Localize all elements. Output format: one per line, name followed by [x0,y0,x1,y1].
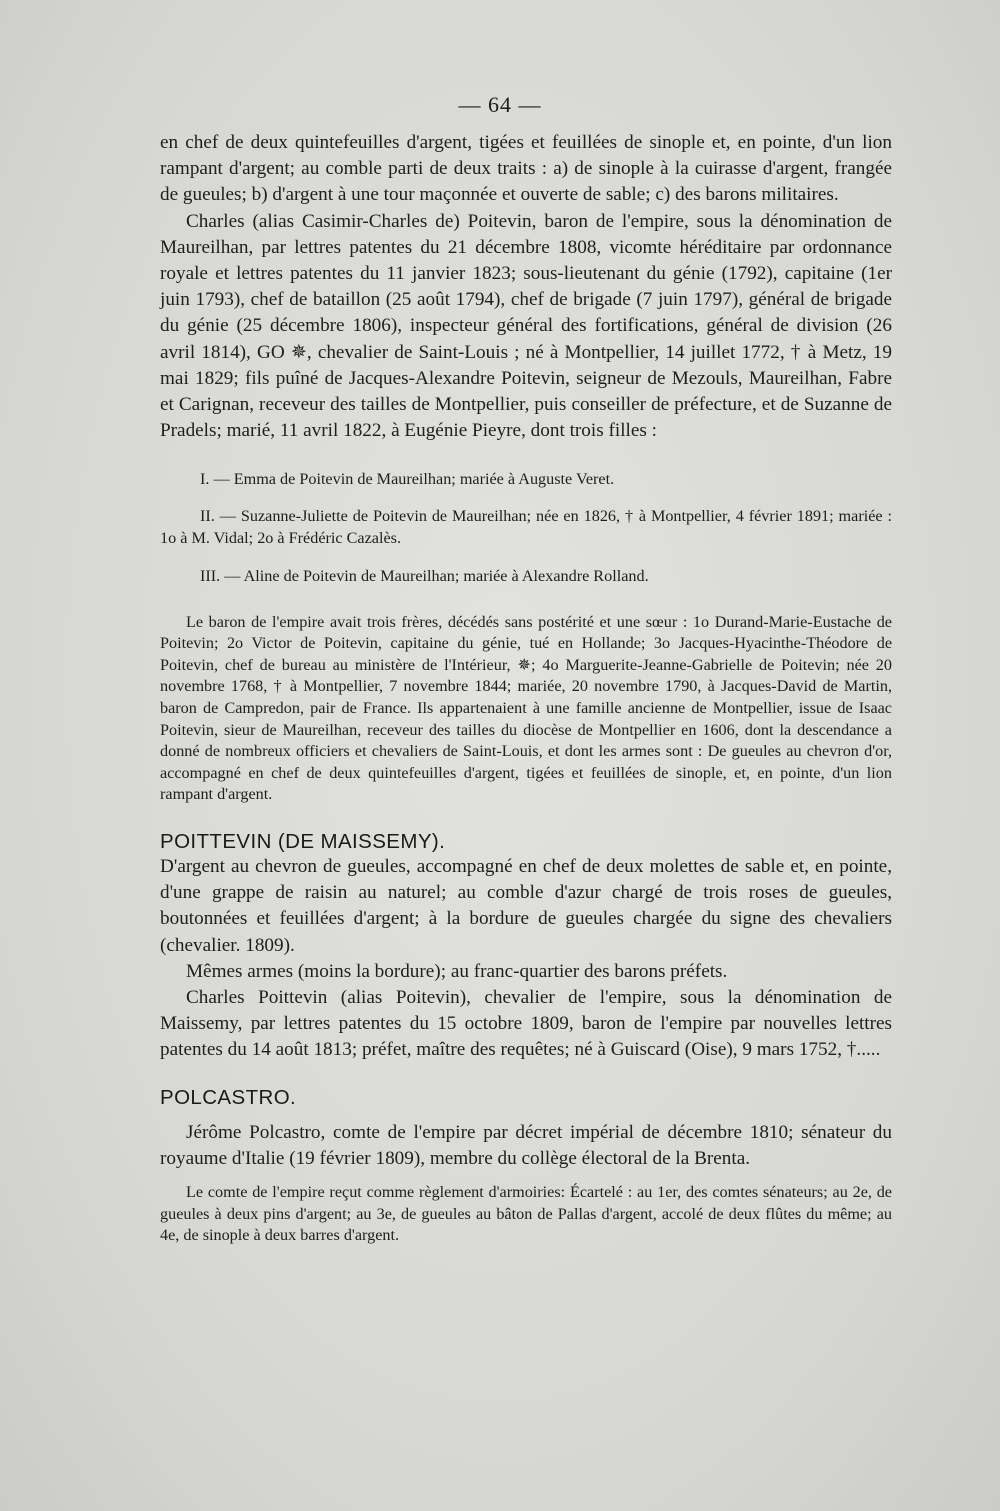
list-item-daughter-2: II. — Suzanne-Juliette de Poitevin de Maureilhan; née en 1826, † à Montpellier, 4 février 1891; mariée : 1o à M. Vidal; 2o à Frédéric Cazalès. [160,507,892,547]
entry-heading-poittevin: POITTEVIN (DE MAISSEMY). [160,829,446,853]
paragraph-siblings: Le baron de l'empire avait trois frères, décédés sans postérité et une sœur : 1o Durand-Marie-Eustache de Poitevin; 2o Victor de Poitevin, capitaine du génie, tué en Hollande; 3o Jacques-Hyacinthe-Théodore de Poitevin, chef de bureau au ministère de l'Intérieur, ✵; 4o Marguerite-Jeanne-Gabrielle de Poitevin; née 20 novembre 1768, † à Montpellier, 7 novembre 1844; mariée, 20 novembre 1790, à Jacques-David de Martin, baron de Campredon, pair de France. Ils appartenaient à une famille ancienne de Montpellier, issue de Isaac Poitevin, sieur de Maureilhan, receveur des tailles du diocèse de Montpellier en 1606, dont la descendance a donné de nombreux officiers et chevaliers de Saint-Louis, et dont les armes sont : De gueules au chevron d'or, accompagné en chef de deux quintefeuilles d'argent, tigées et feuillées de sinople, et, en pointe, d'un lion rampant d'argent. [160,612,892,804]
text-column [160,130,892,1247]
paragraph-poittevin-arms: D'argent au chevron de gueules, accompagné en chef de deux molettes de sable et, en pointe, d'une grappe de raisin au naturel; au comble d'azur chargé de trois roses de gueules, boutonnées et feuillées d'argent; à la bordure de gueules chargée du signe des chevaliers (chevalier. 1809). [160,855,892,956]
paragraph-jerome-polcastro: Jérôme Polcastro, comte de l'empire par décret impérial de décembre 1810; sénateur du royaume d'Italie (19 février 1809), membre du collège électoral de la Brenta. [160,1121,892,1169]
paragraph-same-arms: Mêmes armes (moins la bordure); au franc-quartier des barons préfets. [186,960,728,982]
entry-heading-polcastro: POLCASTRO. [160,1085,297,1109]
paragraph-arms-continued: en chef de deux quintefeuilles d'argent, tigées et feuillées de sinople et, en pointe, d'un lion rampant d'argent; au comble parti de deux traits : a) de sinople à la cuirasse d'argent, frangée de gueules; b) d'argent à une tour maçonnée et ouverte de sable; c) des barons militaires. [160,132,892,206]
page-number: — 64 — [458,92,542,117]
paragraph-charles-poittevin: Charles Poittevin (alias Poitevin), chevalier de l'empire, sous la dénomination de Maissemy, par lettres patentes du 15 octobre 1809, baron de l'empire par nouvelles lettres patentes du 14 août 1813; préfet, maître des requêtes; né à Guiscard (Oise), 9 mars 1752, †..... [160,986,892,1061]
list-item-daughter-1: I. — Emma de Poitevin de Maureilhan; mariée à Auguste Veret. [200,469,615,488]
list-item-daughter-3: III. — Aline de Poitevin de Maureilhan; mariée à Alexandre Rolland. [200,566,649,585]
paragraph-polcastro-arms: Le comte de l'empire reçut comme règlement d'armoiries: Écartelé : au 1er, des comtes sénateurs; au 2e, de gueules à deux pins d'argent; au 3e, de gueules au bâton de Pallas d'argent, accolé de deux flûtes du même; au 4e, de sinople à deux barres d'argent. [160,1182,892,1245]
paragraph-charles-poitevin: Charles (alias Casimir-Charles de) Poitevin, baron de l'empire, sous la dénomination de Maureilhan, par lettres patentes du 21 décembre 1808, vicomte héréditaire par ordonnance royale et lettres patentes du 11 janvier 1823; sous-lieutenant du génie (1792), capitaine (1er juin 1793), chef de bataillon (25 août 1794), chef de brigade (7 juin 1797), général de brigade du génie (25 décembre 1806), inspecteur général des fortifications, général de division (26 avril 1814), GO ✵, chevalier de Saint-Louis ; né à Montpellier, 14 juillet 1772, † à Metz, 19 mai 1829; fils puîné de Jacques-Alexandre Poitevin, seigneur de Mezouls, Maureilhan, Fabre et Carignan, receveur des tailles de Montpellier, puis conseiller de préfecture, et de Suzanne de Pradels; marié, 11 avril 1822, à Eugénie Pieyre, dont trois filles : [160,210,892,442]
